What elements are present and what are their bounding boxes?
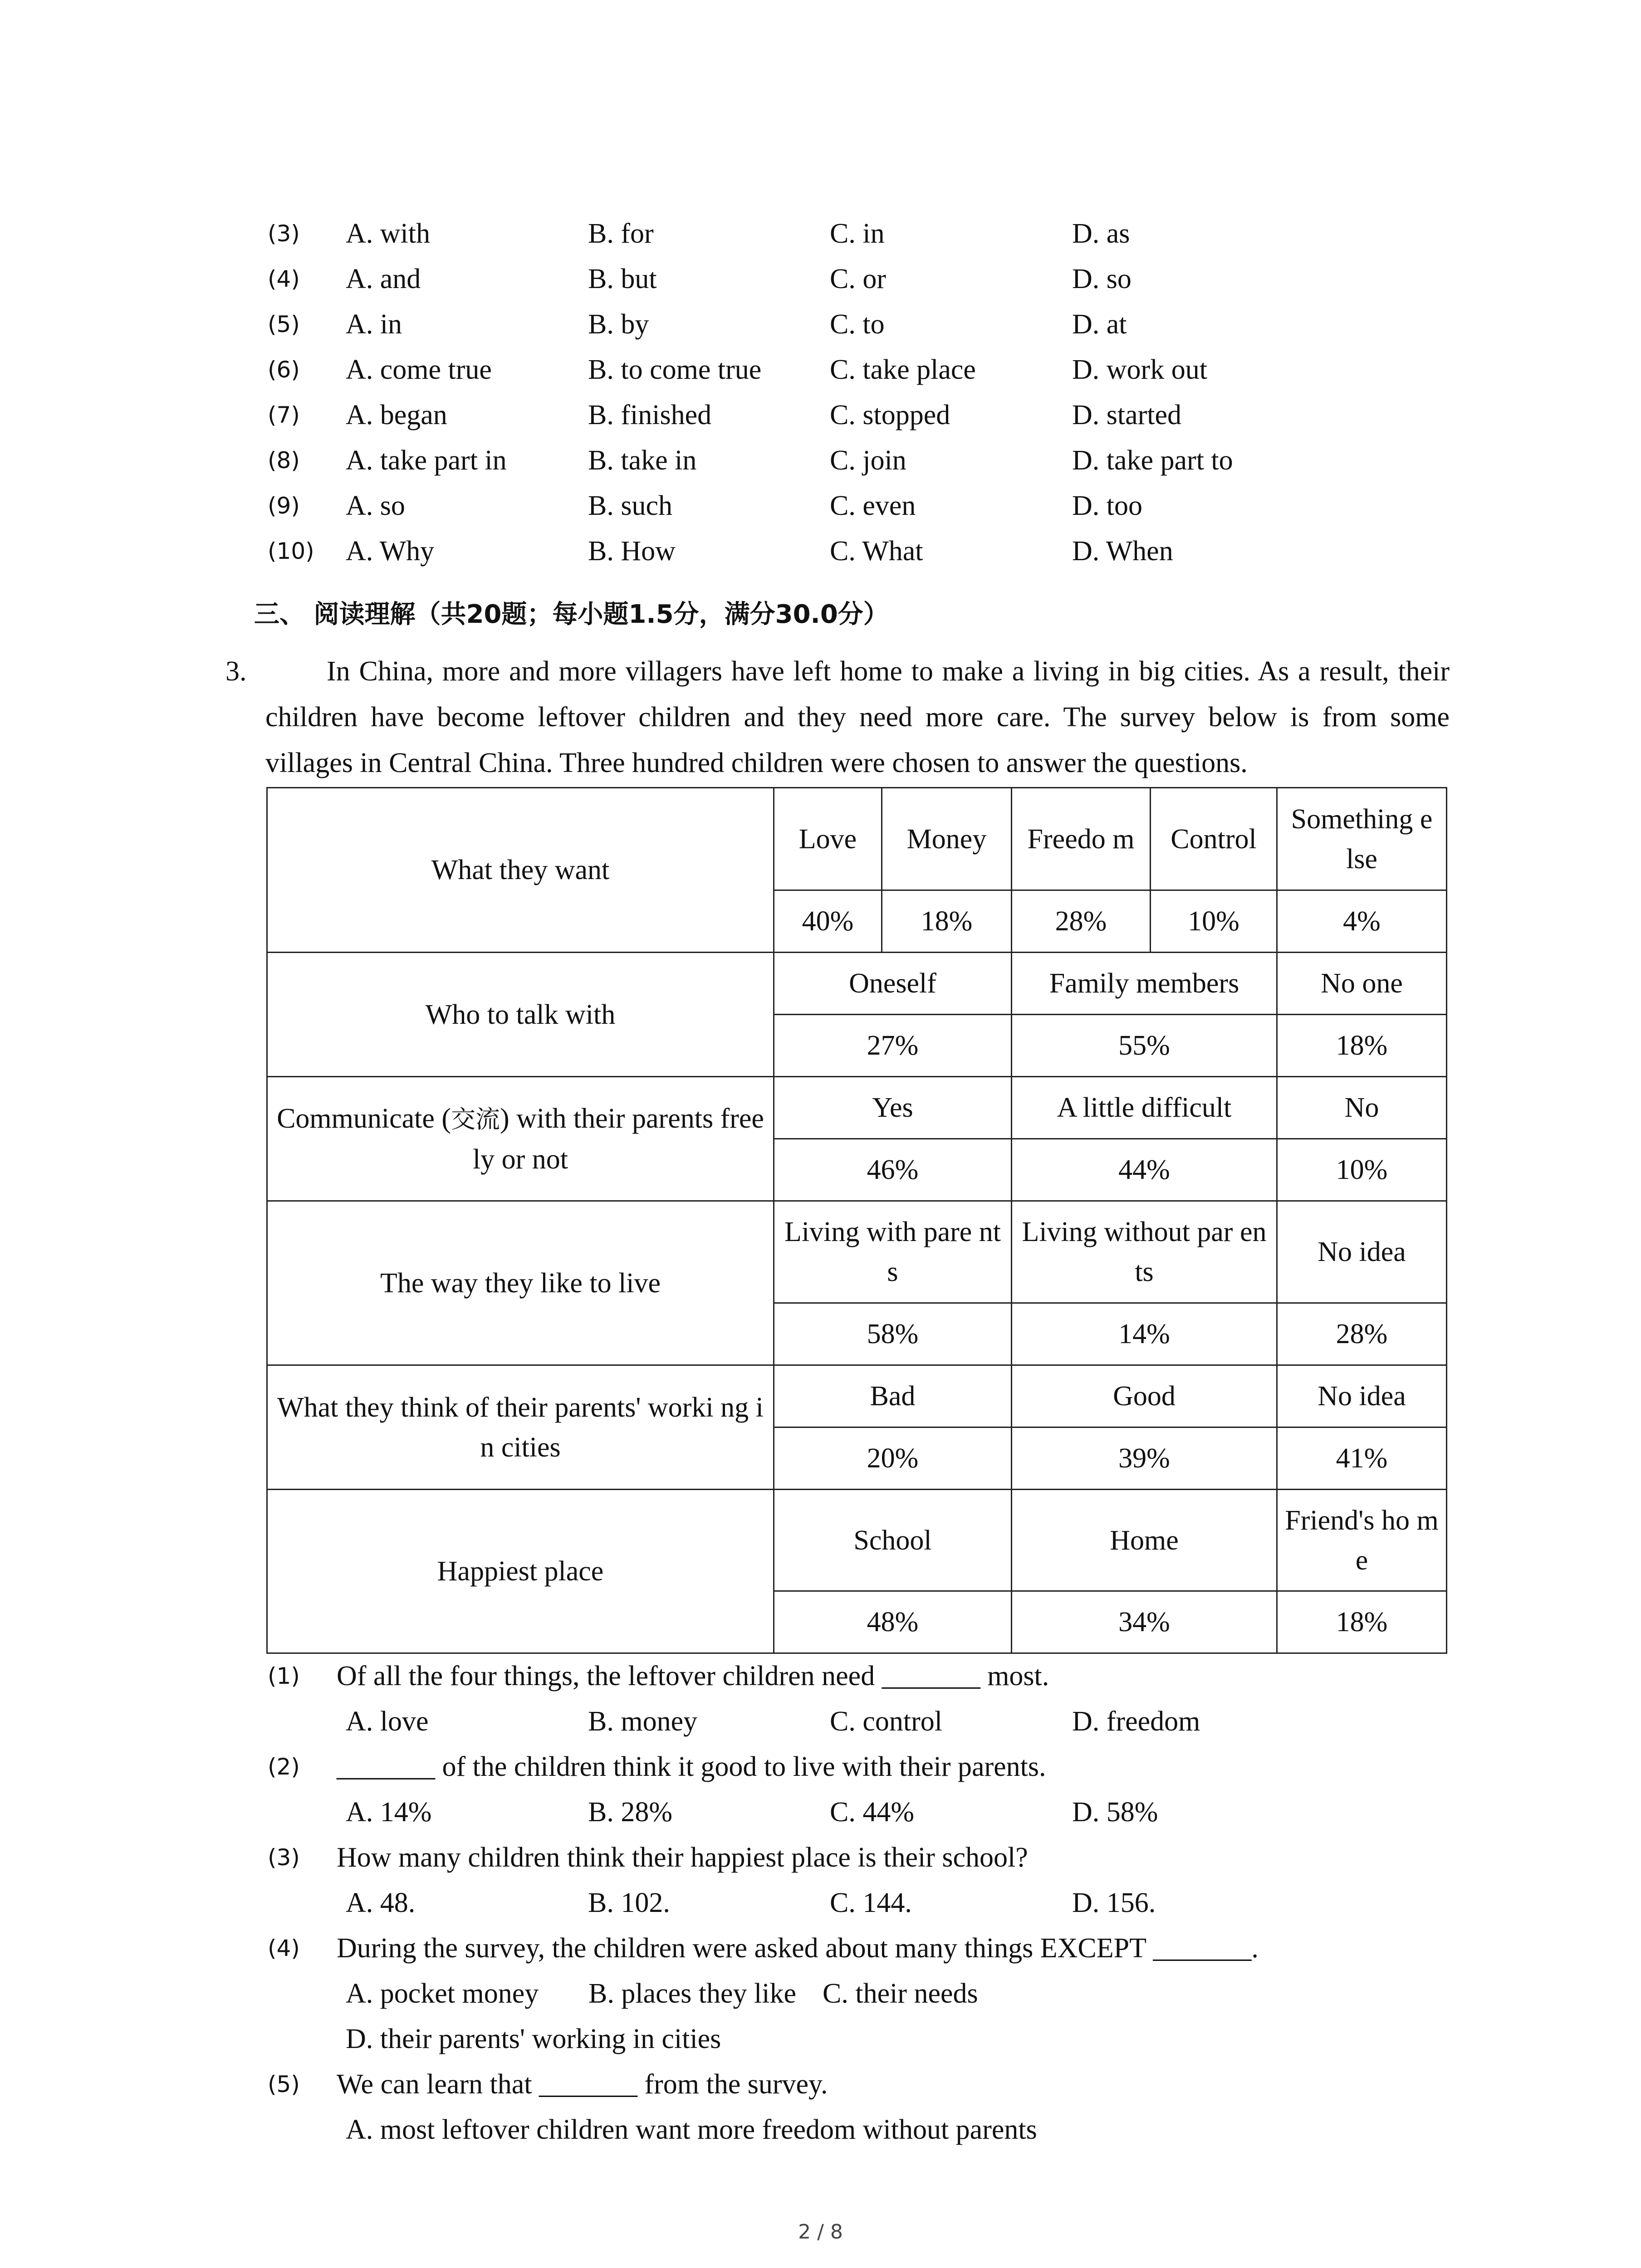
option-row bbox=[0, 256, 1641, 302]
option-row bbox=[0, 1789, 1641, 1835]
column-header: Living with pare nts bbox=[774, 1201, 1012, 1303]
option-b: B. by bbox=[588, 309, 649, 340]
option-a: A. 48. bbox=[346, 1887, 416, 1918]
question-number: (5) bbox=[268, 2071, 300, 2097]
value-cell: 58% bbox=[774, 1303, 1012, 1365]
value-cell: 28% bbox=[1012, 890, 1151, 953]
question-number: (5) bbox=[268, 311, 300, 337]
question-stem-row bbox=[0, 1926, 1641, 1971]
question-stem: During the survey, the children were asked about many things EXCEPT _______. bbox=[337, 1933, 1259, 1964]
value-cell: 28% bbox=[1277, 1303, 1447, 1365]
option-a: A. in bbox=[346, 309, 402, 340]
option-d: D. as bbox=[1072, 218, 1130, 249]
question-stem: _______ of the children think it good to live with their parents. bbox=[337, 1751, 1046, 1782]
option-a: A. began bbox=[346, 400, 447, 430]
option-row bbox=[0, 438, 1641, 483]
section-heading: 三、 阅读理解（共20题；每小题1.5分，满分30.0分） bbox=[254, 600, 889, 629]
question-number: (3) bbox=[268, 1844, 300, 1871]
value-cell: 18% bbox=[882, 890, 1012, 953]
option-d: D. 58% bbox=[1072, 1797, 1158, 1828]
value-cell: 10% bbox=[1277, 1139, 1447, 1201]
option-c: C. take place bbox=[830, 354, 976, 385]
question-number: (9) bbox=[268, 493, 300, 519]
option-b: B. 28% bbox=[588, 1797, 672, 1828]
column-header: No idea bbox=[1277, 1365, 1447, 1427]
option-d: D. too bbox=[1072, 490, 1142, 521]
column-header: Living without par ents bbox=[1012, 1201, 1277, 1303]
option-b: B. but bbox=[588, 264, 657, 294]
option-c: C. stopped bbox=[830, 400, 950, 430]
question-stem-row bbox=[0, 1835, 1641, 1880]
option-c: C. in bbox=[830, 218, 885, 249]
column-header: Home bbox=[1012, 1490, 1277, 1591]
question-number: (10) bbox=[268, 538, 314, 564]
option-row bbox=[0, 211, 1641, 256]
option-row bbox=[0, 347, 1641, 392]
option-c: C. their needs bbox=[823, 1978, 978, 2009]
option-d: D. started bbox=[1072, 400, 1182, 430]
column-header: Friend's ho me bbox=[1277, 1490, 1447, 1591]
question-stem-row bbox=[0, 2062, 1641, 2107]
option-row bbox=[0, 302, 1641, 347]
column-header: Something e lse bbox=[1277, 788, 1447, 890]
option-a: A. with bbox=[346, 218, 430, 249]
option-b: B. money bbox=[588, 1706, 698, 1737]
option-b: B. How bbox=[588, 536, 676, 567]
row-label: The way they like to live bbox=[267, 1201, 774, 1365]
option-c: C. control bbox=[830, 1706, 942, 1737]
value-cell: 4% bbox=[1277, 890, 1447, 953]
table-row bbox=[267, 1490, 1447, 1591]
column-header: No bbox=[1277, 1077, 1447, 1139]
question-number: (2) bbox=[268, 1754, 300, 1780]
column-header: Yes bbox=[774, 1077, 1012, 1139]
option-d: D. When bbox=[1072, 536, 1173, 567]
option-a: A. 14% bbox=[346, 1797, 432, 1828]
option-a: A. Why bbox=[346, 536, 435, 567]
value-cell: 55% bbox=[1012, 1015, 1277, 1077]
option-d: D. so bbox=[1072, 264, 1132, 294]
column-header: Bad bbox=[774, 1365, 1012, 1427]
option-b: B. 102. bbox=[588, 1887, 670, 1918]
option-d: D. their parents' working in cities bbox=[346, 2024, 721, 2054]
column-header: A little difficult bbox=[1012, 1077, 1277, 1139]
column-header: Freedo m bbox=[1012, 788, 1151, 890]
value-cell: 10% bbox=[1151, 890, 1277, 953]
column-header: Good bbox=[1012, 1365, 1277, 1427]
option-row bbox=[0, 483, 1641, 528]
option-b: B. for bbox=[588, 218, 654, 249]
question-stem: We can learn that _______ from the survey. bbox=[337, 2069, 828, 2100]
question-stem: How many children think their happiest place is their school? bbox=[337, 1842, 1028, 1873]
survey-table bbox=[266, 787, 1447, 1654]
value-cell: 20% bbox=[774, 1427, 1012, 1490]
option-a: A. most leftover children want more freedom without parents bbox=[346, 2114, 1037, 2145]
option-c: C. 44% bbox=[830, 1797, 914, 1828]
value-cell: 46% bbox=[774, 1139, 1012, 1201]
option-a: A. come true bbox=[346, 354, 492, 385]
value-cell: 41% bbox=[1277, 1427, 1447, 1490]
option-a: A. pocket money bbox=[346, 1978, 539, 2009]
option-d: D. work out bbox=[1072, 354, 1207, 385]
option-c: C. 144. bbox=[830, 1887, 912, 1918]
column-header: Control bbox=[1151, 788, 1277, 890]
option-row bbox=[0, 2107, 1641, 2152]
option-row bbox=[0, 528, 1641, 574]
row-label: What they think of their parents' worki ng in cities bbox=[267, 1365, 774, 1490]
option-c: C. or bbox=[830, 264, 886, 294]
column-header: Love bbox=[774, 788, 882, 890]
table-row bbox=[267, 788, 1447, 890]
option-row bbox=[0, 2016, 1641, 2062]
value-cell: 18% bbox=[1277, 1591, 1447, 1653]
row-label: What they want bbox=[267, 788, 774, 953]
row-label: Who to talk with bbox=[267, 953, 774, 1077]
option-b: B. places they like bbox=[588, 1978, 796, 2009]
value-cell: 40% bbox=[774, 890, 882, 953]
column-header: No one bbox=[1277, 953, 1447, 1015]
value-cell: 44% bbox=[1012, 1139, 1277, 1201]
option-c: C. to bbox=[830, 309, 885, 340]
question-number: (6) bbox=[268, 357, 300, 383]
table-row bbox=[267, 1201, 1447, 1303]
value-cell: 48% bbox=[774, 1591, 1012, 1653]
question-number: (8) bbox=[268, 447, 300, 474]
option-d: D. take part to bbox=[1072, 445, 1233, 476]
option-d: D. freedom bbox=[1072, 1706, 1200, 1737]
value-cell: 14% bbox=[1012, 1303, 1277, 1365]
row-label-part: ) with their parents freely or not bbox=[472, 1103, 764, 1175]
option-b: B. such bbox=[588, 490, 672, 521]
question-number: (4) bbox=[268, 1935, 300, 1961]
column-header: School bbox=[774, 1490, 1012, 1591]
option-a: A. take part in bbox=[346, 445, 507, 476]
option-c: C. even bbox=[830, 490, 916, 521]
option-row bbox=[0, 1699, 1641, 1744]
option-a: A. so bbox=[346, 490, 405, 521]
column-header: Oneself bbox=[774, 953, 1012, 1015]
value-cell: 34% bbox=[1012, 1591, 1277, 1653]
value-cell: 18% bbox=[1277, 1015, 1447, 1077]
row-label bbox=[267, 1077, 774, 1201]
option-b: B. take in bbox=[588, 445, 697, 476]
question-number: (4) bbox=[268, 266, 300, 292]
table-row bbox=[267, 953, 1447, 1015]
value-cell: 27% bbox=[774, 1015, 1012, 1077]
value-cell: 39% bbox=[1012, 1427, 1277, 1490]
question-number: (7) bbox=[268, 402, 300, 428]
option-b: B. to come true bbox=[588, 354, 762, 385]
question-stem-row bbox=[0, 1653, 1641, 1699]
option-a: A. love bbox=[346, 1706, 429, 1737]
option-b: B. finished bbox=[588, 400, 712, 430]
option-a: A. and bbox=[346, 264, 421, 294]
question-stem-row bbox=[0, 1744, 1641, 1789]
option-d: D. at bbox=[1072, 309, 1127, 340]
row-label-cjk: 交流 bbox=[451, 1105, 500, 1134]
column-header: No idea bbox=[1277, 1201, 1447, 1303]
option-row bbox=[0, 1971, 1641, 2016]
column-header: Money bbox=[882, 788, 1012, 890]
question-number: (1) bbox=[268, 1663, 300, 1689]
reading-passage: In China, more and more villagers have left home to make a living in big cities. As a result, their children have become leftover children and they need more care. The survey below is from some villages in Central China. Three hundred children were chosen to answer the questions. bbox=[265, 656, 1450, 778]
question-stem: Of all the four things, the leftover children need _______ most. bbox=[337, 1661, 1049, 1691]
option-c: C. join bbox=[830, 445, 906, 476]
question-number: 3. bbox=[225, 656, 247, 687]
option-c: C. What bbox=[830, 536, 923, 567]
row-label-part: Communicate ( bbox=[277, 1103, 451, 1134]
option-row bbox=[0, 392, 1641, 438]
column-header: Family members bbox=[1012, 953, 1277, 1015]
table-row bbox=[267, 1365, 1447, 1427]
question-number: (3) bbox=[268, 220, 300, 247]
option-row bbox=[0, 1880, 1641, 1926]
page-number: 2 / 8 bbox=[798, 2220, 843, 2244]
option-d: D. 156. bbox=[1072, 1887, 1156, 1918]
table-row bbox=[267, 1077, 1447, 1139]
row-label: Happiest place bbox=[267, 1490, 774, 1653]
